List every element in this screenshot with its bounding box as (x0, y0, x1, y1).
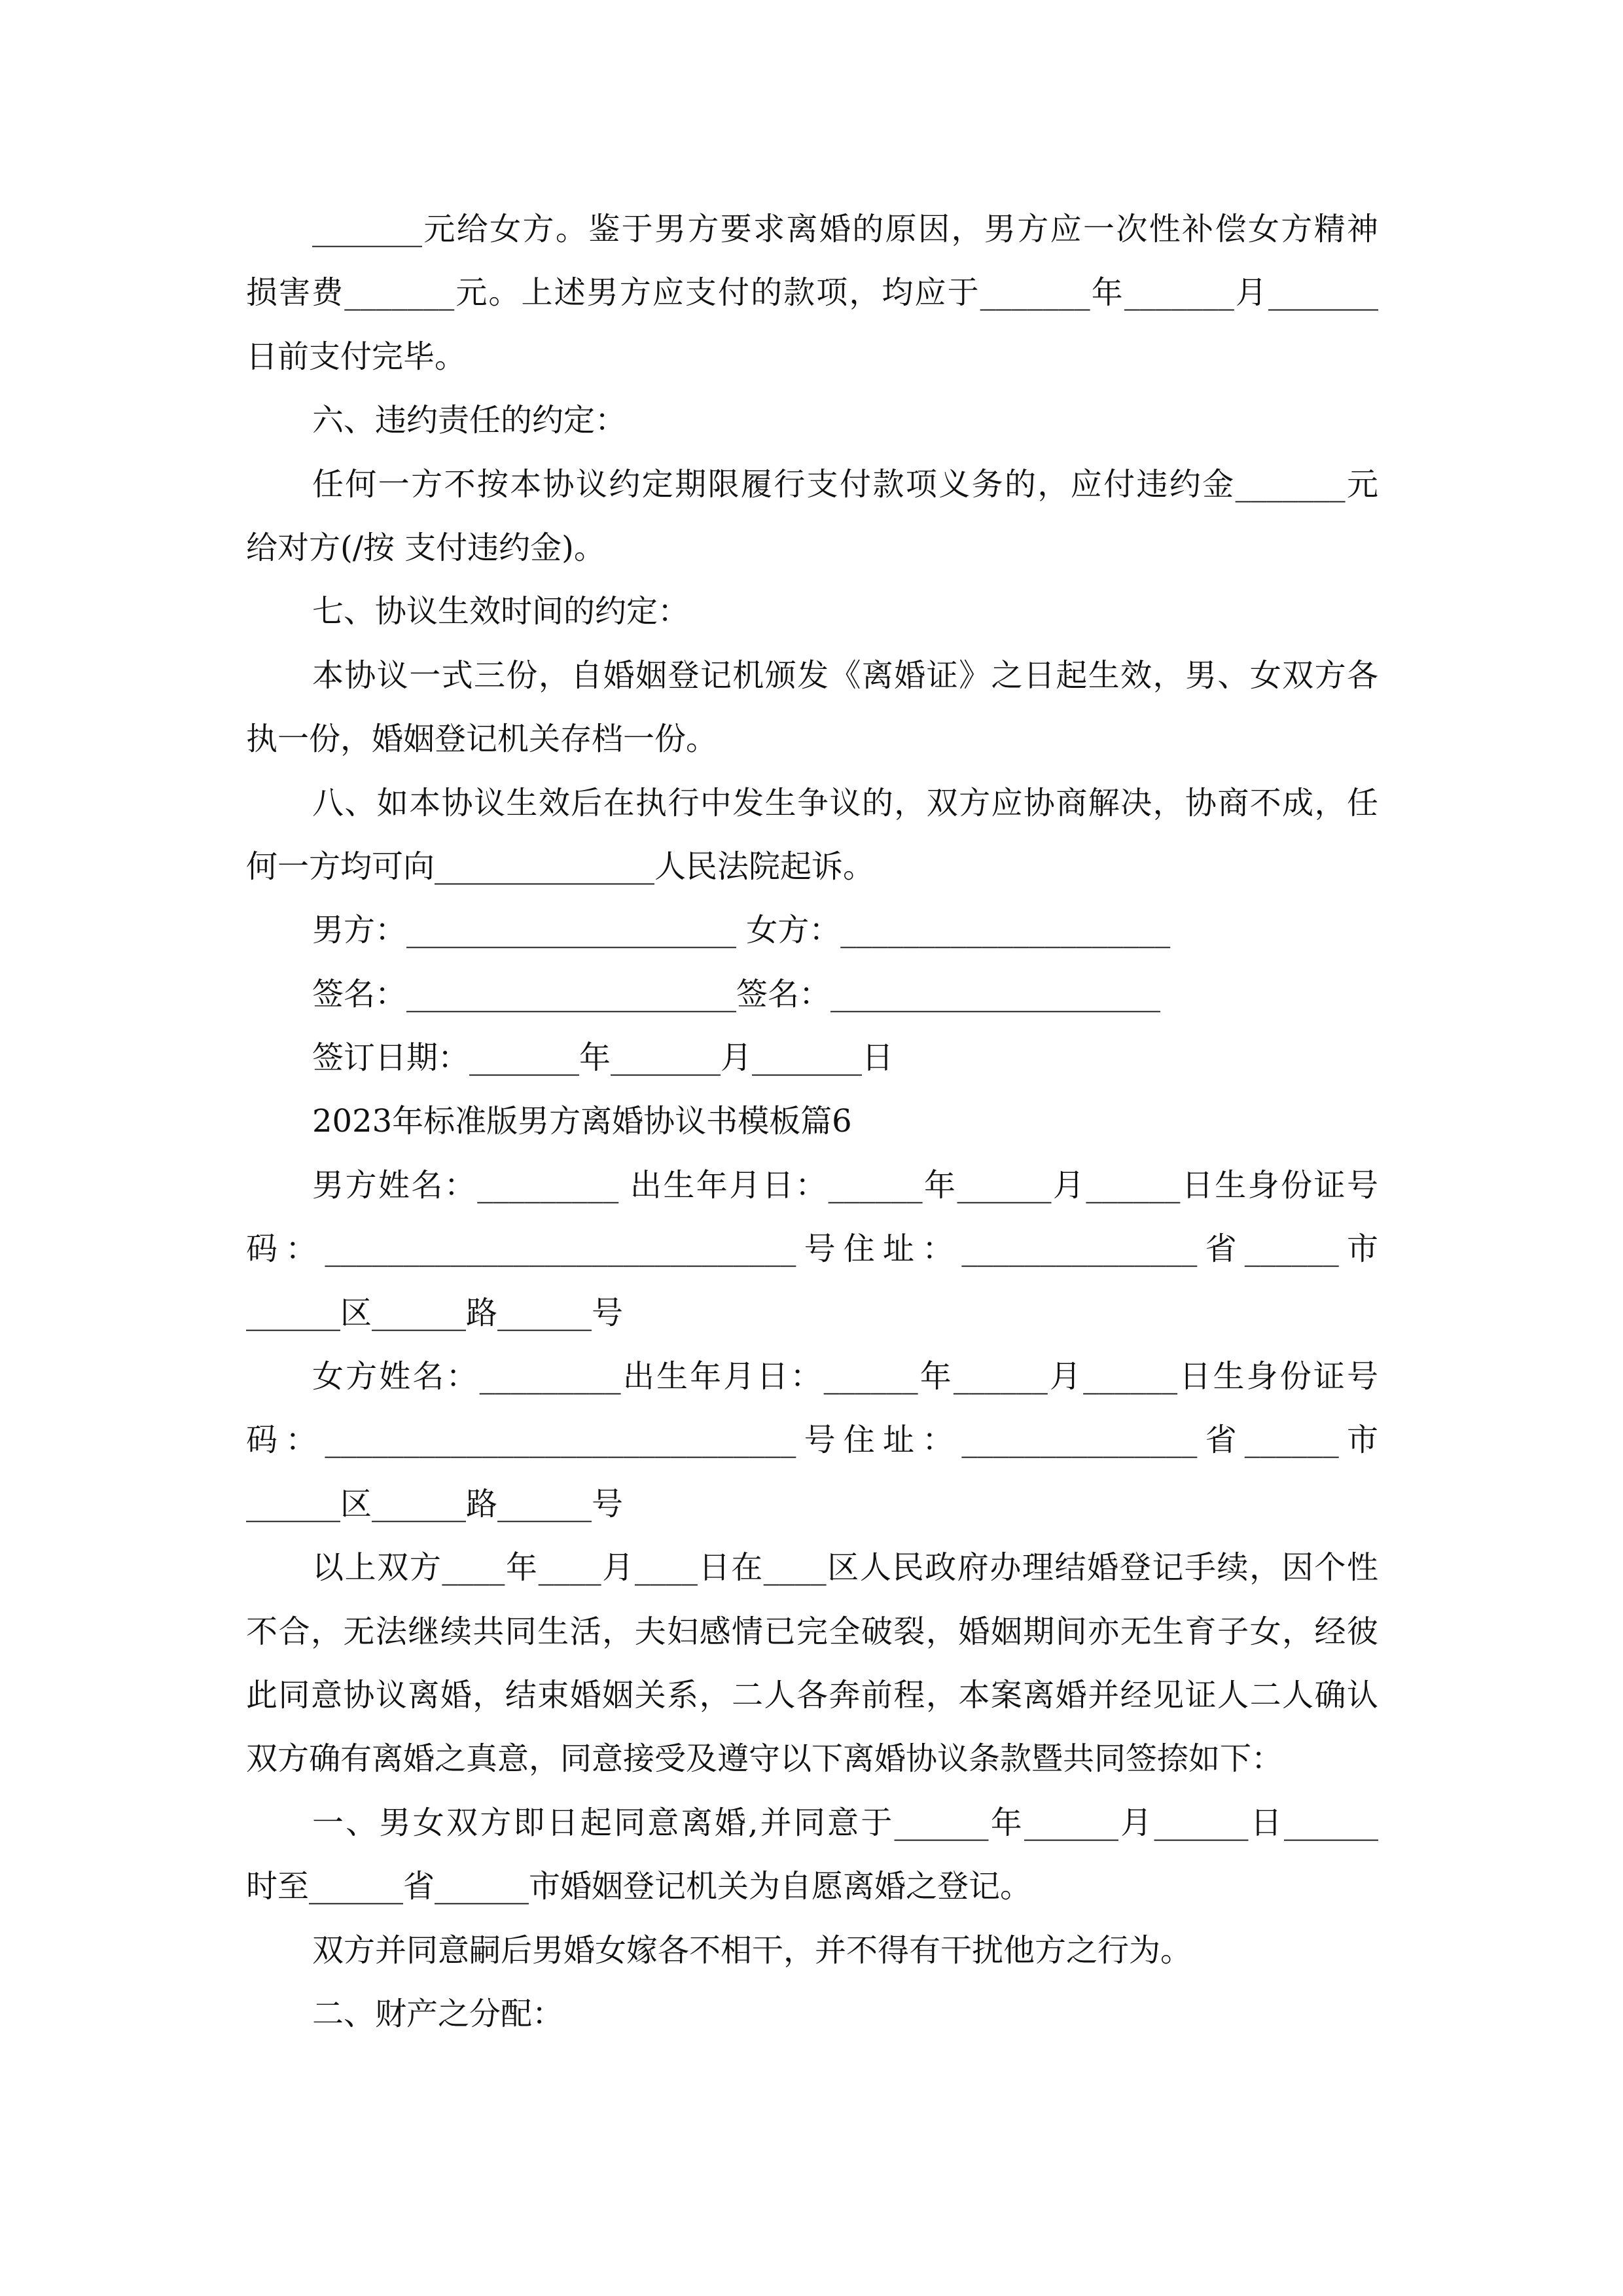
text-line: 一、男女双方即日起同意离婚,并同意于______年______月______日______ (312, 1804, 1378, 1841)
text-line: 执一份，婚姻登记机关存档一份。 (246, 721, 718, 758)
male-address-line: ______区______路______号 (246, 1294, 624, 1331)
signing-date-line: 签订日期：_______年_______月_______日 (312, 1039, 894, 1077)
text-line: 此同意协议离婚，结束婚姻关系，二人各奔前程，本案离婚并经见证人二人确认 (246, 1676, 1378, 1713)
male-info-line: 码：______________________________号住址：_______________省______市 (246, 1230, 1378, 1268)
text-line: 损害费_______元。上述男方应支付的款项，均应于_______年_______月_______ (246, 274, 1378, 312)
text-line: 不合，无法继续共同生活，夫妇感情已完全破裂，婚姻期间亦无生育子女，经彼 (246, 1613, 1378, 1650)
text-line: 时至______省______市婚姻登记机关为自愿离婚之登记。 (246, 1868, 1032, 1905)
text-line: 八、如本协议生效后在执行中发生争议的，双方应协商解决，协商不成，任 (312, 784, 1378, 821)
text-line: 任何一方不按本协议约定期限履行支付款项义务的，应付违约金_______元 (312, 465, 1378, 503)
section-heading: 七、协议生效时间的约定： (312, 593, 690, 630)
female-address-line: ______区______路______号 (246, 1485, 624, 1522)
female-info-line: 女方姓名：_________出生年月日：______年______月______日生身份证号 (312, 1358, 1378, 1395)
text-line: 以上双方____年____月____日在____区人民政府办理结婚登记手续，因个性 (312, 1549, 1378, 1587)
text-line: 给对方(/按 支付违约金)。 (246, 529, 605, 566)
text-line: 本协议一式三份，自婚姻登记机颁发《离婚证》之日起生效，男、女双方各 (312, 656, 1378, 694)
document-section-title: 2023年标准版男方离婚协议书模板篇6 (312, 1103, 852, 1140)
document-page (246, 198, 1378, 2046)
section-heading: 六、违约责任的约定： (312, 402, 627, 439)
text-line: 何一方均可向______________人民法院起诉。 (246, 848, 875, 885)
text-line: 双方确有离婚之真意，同意接受及遵守以下离婚协议条款暨共同签捺如下： (246, 1740, 1283, 1778)
text-line: _______元给女方。鉴于男方要求离婚的原因，男方应一次性补偿女方精神 (312, 211, 1378, 247)
male-info-line: 男方姓名：_________ 出生年月日：______年______月______日生身份证号 (312, 1166, 1378, 1204)
female-info-line: 码：______________________________号住址：_______________省______市 (246, 1422, 1378, 1459)
text-line: 双方并同意嗣后男婚女嫁各不相干，并不得有干扰他方之行为。 (312, 1931, 1192, 1969)
section-heading: 二、财产之分配： (312, 1995, 564, 2032)
signature-line-parties: 男方：_____________________ 女方：_____________________ (312, 912, 1171, 949)
text-line: 日前支付完毕。 (246, 338, 467, 375)
signature-line-names: 签名：_____________________签名：_____________________ (312, 975, 1161, 1013)
